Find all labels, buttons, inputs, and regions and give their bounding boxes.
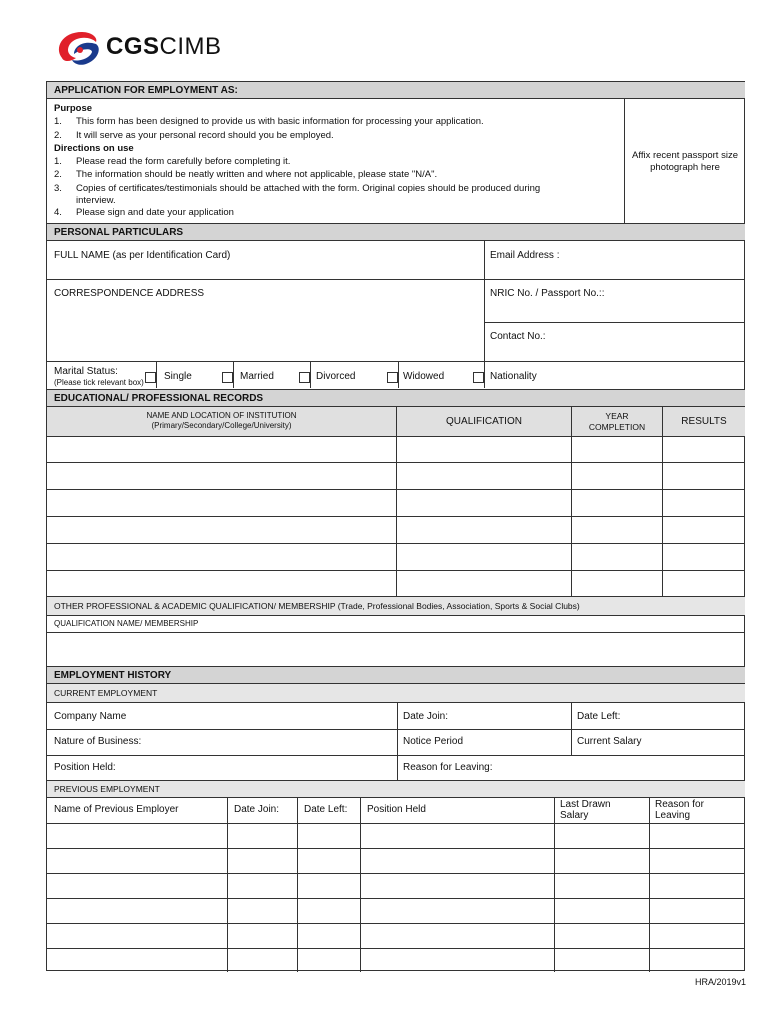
col-results: RESULTS	[681, 416, 727, 427]
single-label: Single	[164, 371, 192, 382]
direction-text: The information should be neatly written and where not applicable, please state "N/A".	[76, 169, 438, 181]
application-form	[46, 81, 745, 971]
col-prev-position: Position Held	[367, 804, 426, 815]
nature-business-field[interactable]: Nature of Business:	[54, 736, 142, 747]
current-employment-heading: CURRENT EMPLOYMENT	[47, 683, 745, 703]
notice-period-field[interactable]: Notice Period	[403, 736, 464, 747]
direction-text: Please read the form carefully before completing it.	[76, 156, 291, 168]
contact-field[interactable]: Contact No.:	[490, 331, 546, 342]
single-checkbox[interactable]	[145, 372, 156, 383]
divorced-label: Divorced	[316, 371, 356, 382]
email-field[interactable]: Email Address :	[490, 250, 560, 261]
reason-leaving-field[interactable]: Reason for Leaving:	[403, 762, 493, 773]
col-prev-salary-line2: Salary	[560, 810, 589, 821]
widowed-extra-checkbox[interactable]	[473, 372, 484, 383]
col-institution	[47, 411, 396, 431]
position-held-field[interactable]: Position Held:	[54, 762, 116, 773]
marital-hint: (Please tick relevant box)	[54, 378, 144, 387]
date-join-field[interactable]: Date Join:	[403, 711, 449, 722]
purpose-item	[54, 129, 614, 142]
purpose-text: This form has been designed to provide us with basic information for processing your application.	[76, 116, 484, 128]
personal-heading: PERSONAL PARTICULARS	[47, 223, 745, 241]
education-heading: EDUCATIONAL/ PROFESSIONAL RECORDS	[47, 389, 745, 407]
direction-item	[54, 168, 614, 181]
direction-item	[54, 182, 614, 195]
purpose-text: It will serve as your personal record should you be employed.	[76, 129, 334, 141]
col-prev-join: Date Join:	[234, 804, 280, 815]
marital-label: Marital Status:	[54, 366, 118, 377]
married-label: Married	[240, 371, 274, 382]
direction-num: 3.	[54, 182, 62, 194]
direction-num: 4.	[54, 207, 62, 219]
direction-item	[54, 155, 614, 168]
direction-text: Please sign and date your application	[76, 207, 234, 219]
col-institution-line1: NAME AND LOCATION OF INSTITUTION	[146, 411, 297, 420]
form-title: APPLICATION FOR EMPLOYMENT AS:	[47, 81, 745, 99]
purpose-heading: Purpose	[54, 103, 93, 114]
brand-name-regular: CIMB	[159, 33, 222, 60]
nric-field[interactable]: NRIC No. / Passport No.::	[490, 288, 605, 299]
photo-placeholder[interactable]: Affix recent passport size photograph here	[632, 150, 738, 173]
col-year	[572, 411, 662, 433]
direction-item	[54, 206, 614, 219]
col-year-line2: COMPLETION	[588, 422, 646, 432]
col-prev-reason-line1: Reason for	[655, 799, 704, 810]
married-checkbox[interactable]	[222, 372, 233, 383]
col-qualification: QUALIFICATION	[446, 416, 522, 427]
col-prev-salary-line1: Last Drawn	[560, 799, 611, 810]
col-prev-reason-line2: Leaving	[655, 810, 691, 821]
date-left-field[interactable]: Date Left:	[577, 711, 621, 722]
directions-heading: Directions on use	[54, 142, 134, 154]
nationality-field[interactable]: Nationality	[490, 371, 537, 382]
current-salary-field[interactable]: Current Salary	[577, 736, 642, 747]
col-institution-line2: (Primary/Secondary/College/University)	[151, 421, 292, 430]
direction-text: Copies of certificates/testimonials should be attached with the form. Original copies should be produced during	[76, 182, 541, 194]
purpose-item	[54, 115, 614, 128]
col-prev-left: Date Left:	[304, 804, 348, 815]
divorced-checkbox[interactable]	[299, 372, 310, 383]
purpose-num: 2.	[54, 129, 62, 141]
col-prev-reason	[655, 799, 704, 821]
purpose-num: 1.	[54, 116, 62, 128]
full-name-field[interactable]: FULL NAME (as per Identification Card)	[54, 250, 231, 261]
form-code: HRA/2019v1	[694, 977, 746, 987]
qualification-name-field[interactable]: QUALIFICATION NAME/ MEMBERSHIP	[54, 619, 199, 628]
address-field[interactable]: CORRESPONDENCE ADDRESS	[54, 288, 205, 299]
previous-employment-heading: PREVIOUS EMPLOYMENT	[47, 780, 745, 798]
col-year-line1: YEAR	[605, 411, 629, 421]
widowed-checkbox[interactable]	[387, 372, 398, 383]
brand-name-bold: CGS	[106, 33, 160, 60]
col-prev-employer: Name of Previous Employer	[54, 804, 179, 815]
brand-name	[106, 33, 222, 61]
direction-num: 2.	[54, 169, 62, 181]
widowed-label: Widowed	[403, 371, 445, 382]
intro-text	[54, 102, 614, 219]
other-qualification-heading: OTHER PROFESSIONAL & ACADEMIC QUALIFICATION/ MEMBERSHIP (Trade, Professional Bodies, Association, Sports & Social Clubs)	[47, 596, 745, 616]
col-prev-salary	[560, 799, 611, 821]
direction-num: 1.	[54, 156, 62, 168]
direction-text-cont: interview.	[76, 195, 116, 207]
employment-heading: EMPLOYMENT HISTORY	[47, 666, 745, 684]
company-name-field[interactable]: Company Name	[54, 711, 127, 722]
